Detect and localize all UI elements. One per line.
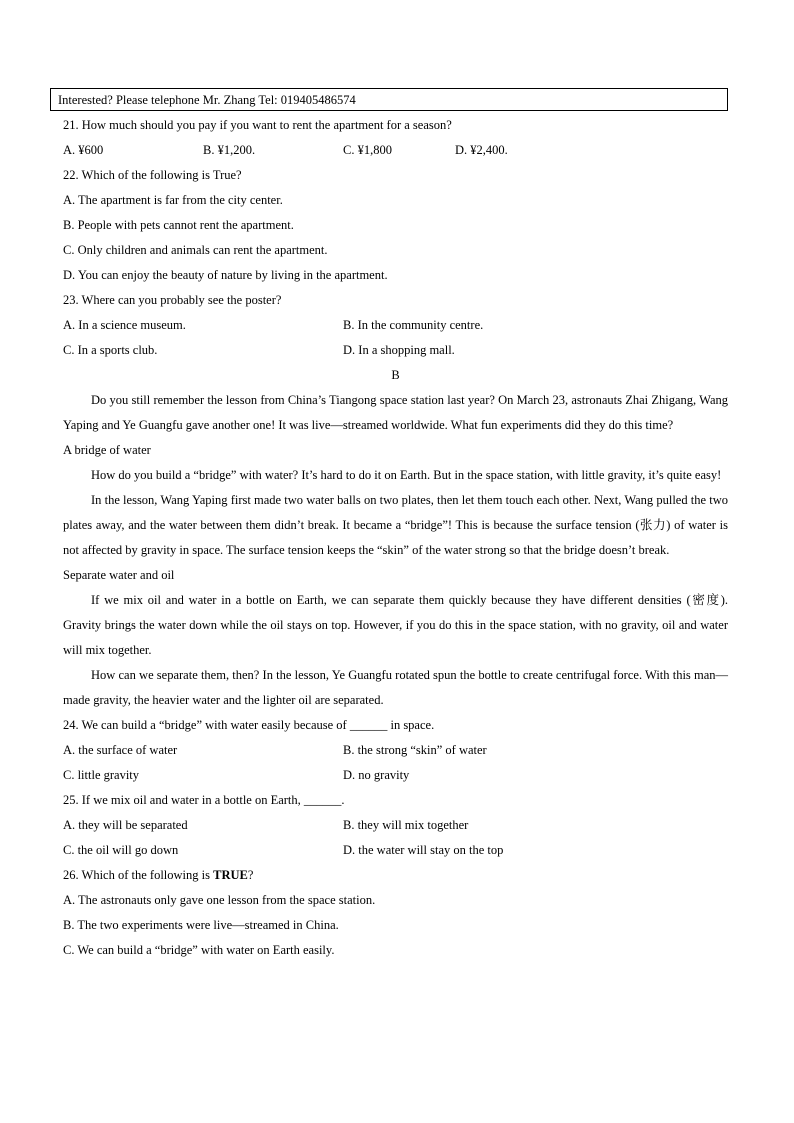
q26-stem-prefix: 26. Which of the following is — [63, 868, 214, 882]
q26-option-a: A. The astronauts only gave one lesson from the space station. — [63, 893, 376, 907]
q23-option-d: D. In a shopping mall. — [343, 343, 455, 357]
q23-options-row1 — [63, 313, 728, 338]
q23-option-c: C. In a sports club. — [63, 343, 158, 357]
q24-stem: 24. We can build a “bridge” with water easily because of ______ in space. — [63, 718, 435, 732]
q22-option-a: A. The apartment is far from the city center. — [63, 193, 283, 207]
passage-heading-2: Separate water and oil — [63, 568, 175, 582]
q25-option-d: D. the water will stay on the top — [343, 843, 504, 857]
passage-p1: How do you build a “bridge” with water? It’s hard to do it on Earth. But in the space station, with little gravity, it’s quite easy! — [91, 468, 722, 482]
q26-stem-suffix: ? — [247, 868, 254, 882]
section-b-title: B — [391, 368, 400, 382]
q25-option-c: C. the oil will go down — [63, 843, 179, 857]
exam-content — [63, 113, 728, 963]
q25-options-row1 — [63, 813, 728, 838]
q23-stem: 23. Where can you probably see the poster? — [63, 293, 282, 307]
passage-intro: Do you still remember the lesson from China’s Tiangong space station last year? On March 23, astronauts Zhai Zhigang, Wang Yaping and Ye Guangfu gave another one! It was live—streamed worldwide. What fun experiments did they do this time? — [63, 393, 728, 432]
q26-stem — [63, 863, 728, 888]
q21-option-d: D. ¥2,400. — [455, 143, 508, 157]
q23-option-a: A. In a science museum. — [63, 318, 186, 332]
q24-option-a: A. the surface of water — [63, 743, 178, 757]
q24-options-row1 — [63, 738, 728, 763]
q21-options — [63, 138, 728, 163]
q26-stem-bold: TRUE — [213, 868, 248, 882]
q26-option-c: C. We can build a “bridge” with water on Earth easily. — [63, 943, 335, 957]
q23-options-row2 — [63, 338, 728, 363]
q22-option-c: C. Only children and animals can rent the apartment. — [63, 243, 328, 257]
q25-stem: 25. If we mix oil and water in a bottle on Earth, ______. — [63, 793, 345, 807]
passage-heading-1: A bridge of water — [63, 443, 151, 457]
q24-option-d: D. no gravity — [343, 768, 410, 782]
q22-stem: 22. Which of the following is True? — [63, 168, 242, 182]
q24-options-row2 — [63, 763, 728, 788]
passage-p4: How can we separate them, then? In the lesson, Ye Guangfu rotated spun the bottle to create centrifugal force. With this man—made gravity, the heavier water and the lighter oil are separated. — [63, 668, 728, 707]
passage-p2: In the lesson, Wang Yaping first made two water balls on two plates, then let them touch each other. Next, Wang pulled the two plates away, and the water between them didn’t break. It became a “bridge”! This is because the surface tension (张力) of water is not affected by gravity in space. The surface tension keeps the “skin” of the water strong so that the bridge doesn’t break. — [63, 493, 728, 557]
q22-option-b: B. People with pets cannot rent the apartment. — [63, 218, 294, 232]
q25-option-a: A. they will be separated — [63, 818, 188, 832]
ad-contact-box: Interested? Please telephone Mr. Zhang Tel: 019405486574 — [50, 88, 728, 111]
q21-option-c: C. ¥1,800 — [343, 143, 392, 157]
q24-option-b: B. the strong “skin” of water — [343, 743, 487, 757]
q21-option-b: B. ¥1,200. — [203, 143, 256, 157]
q21-option-a: A. ¥600 — [63, 143, 104, 157]
q26-option-b: B. The two experiments were live—streamed in China. — [63, 918, 339, 932]
q23-option-b: B. In the community centre. — [343, 318, 484, 332]
q24-option-c: C. little gravity — [63, 768, 140, 782]
q25-option-b: B. they will mix together — [343, 818, 469, 832]
q21-stem: 21. How much should you pay if you want to rent the apartment for a season? — [63, 118, 452, 132]
passage-p3: If we mix oil and water in a bottle on Earth, we can separate them quickly because they have different densities (密度). Gravity brings the water down while the oil stays on top. However, if you do this in the space station, with no gravity, oil and water will mix together. — [63, 593, 728, 657]
q25-options-row2 — [63, 838, 728, 863]
q22-option-d: D. You can enjoy the beauty of nature by living in the apartment. — [63, 268, 388, 282]
